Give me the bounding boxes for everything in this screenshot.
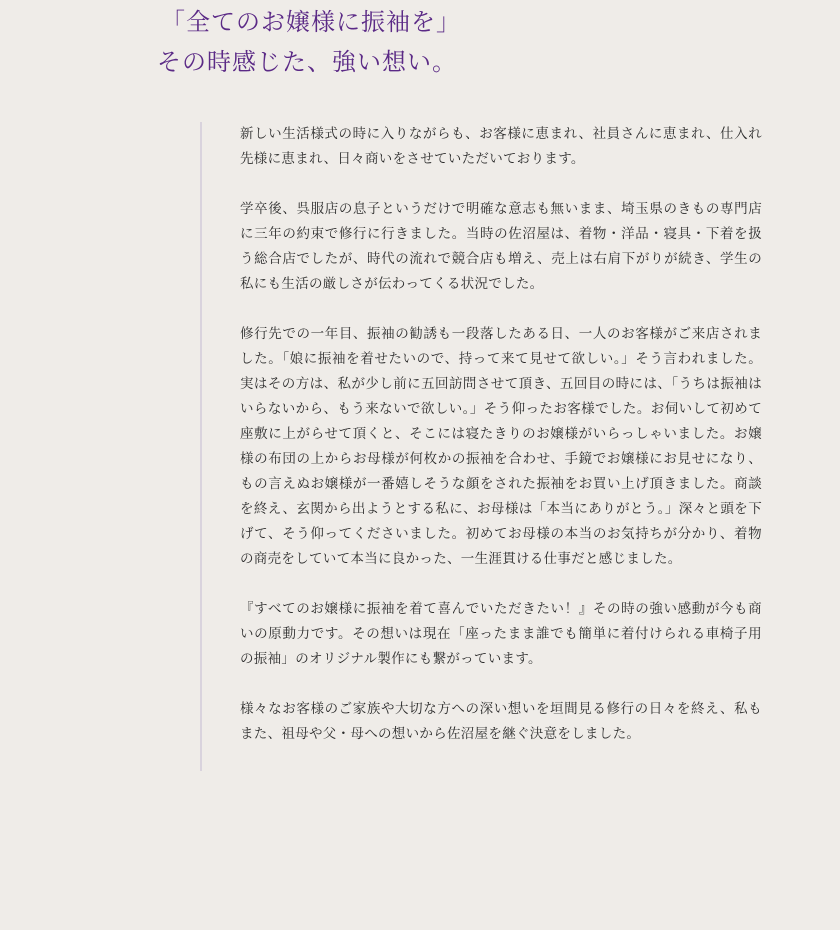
heading-line-2: その時感じた、強い想い。 [157, 48, 457, 76]
paragraph-training: 学卒後、呉服店の息子というだけで明確な意志も無いまま、埼玉県のきもの専門店に三年の約束で修行に行きました。当時の佐沼屋は、着物・洋品・寝具・下着を扱う総合店でしたが、時代の流れで競合店も増え、売上は右肩下がりが続き、学生の私にも生活の厳しさが伝わってくる状況でした。 [240, 201, 762, 292]
body-text [240, 122, 762, 772]
paragraph-intro: 新しい生活様式の時に入りながらも、お客様に恵まれ、社員さんに恵まれ、仕入れ先様に恵まれ、日々商いをさせていただいております。 [240, 126, 762, 167]
paragraph-motivation: 『すべてのお嬢様に振袖を着て喜んでいただきたい！』その時の強い感動が今も商いの原動力です。その想いは現在「座ったまま誰でも簡単に着付けられる車椅子用の振袖」のオリジナル製作にも繋がっています。 [240, 601, 762, 667]
paragraph-story: 修行先での一年目、振袖の勧誘も一段落したある日、一人のお客様がご来店されました。「娘に振袖を着せたいので、持って来て見せて欲しい。」そう言われました。実はその方は、私が少し前に五回訪問させて頂き、五回目の時には、「うちは振袖はいらないから、もう来ないで欲しい。」そう仰ったお客様でした。お伺いして初めて座敷に上がらせて頂くと、そこには寝たきりのお嬢様がいらっしゃいました。お嬢様の布団の上からお母様が何枚かの振袖を合わせ、手鏡でお嬢様にお見せになり、もの言えぬお嬢様が一番嬉しそうな顔をされた振袖をお買い上げ頂きました。商談を終え、玄関から出ようとする私に、お母様は「本当にありがとう。」深々と頭を下げて、そう仰ってくださいました。初めてお母様の本当のお気持ちが分かり、着物の商売をしていて本当に良かった、一生涯貫ける仕事だと感じました。 [240, 326, 762, 567]
section-heading [157, 2, 461, 82]
heading-line-1: 「全てのお嬢様に振袖を」 [161, 8, 461, 36]
vertical-divider [200, 122, 202, 771]
paragraph-decision: 様々なお客様のご家族や大切な方への深い想いを垣間見る修行の日々を終え、私もまた、祖母や父・母への想いから佐沼屋を継ぐ決意をしました。 [240, 701, 762, 742]
